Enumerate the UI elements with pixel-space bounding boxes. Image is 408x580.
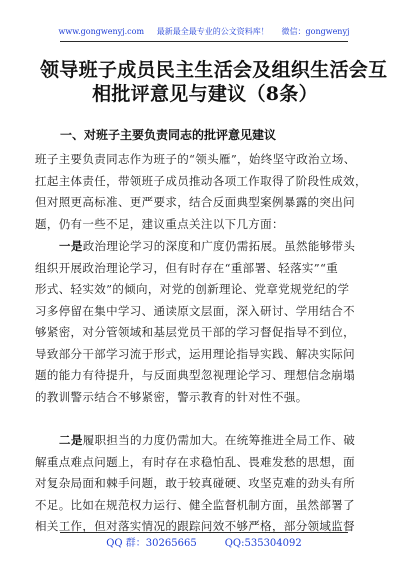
paragraph-line: 对复杂局面和棘手问题，敢于较真碰硬、攻坚克难的劲头有所 bbox=[35, 476, 355, 490]
header-spacer bbox=[147, 27, 155, 36]
paragraph-line bbox=[35, 236, 377, 258]
paragraph-line: 不足。比如在规范权力运行、健全监督机制方面，虽然部署了 bbox=[35, 497, 355, 512]
paragraph-line: 但对照更高标准、更严要求，结合反面典型案例暴露的突出问 bbox=[35, 195, 355, 209]
qq-group-text: QQ 群：30265665 bbox=[106, 538, 197, 549]
paragraph-line: 班子主要负责同志作为班子的“领头雁”，始终坚守政治立场、 bbox=[35, 152, 356, 166]
paragraph-line: 题的能力有待提升，与反面典型忽视理论学习、理想信念崩塌 bbox=[35, 368, 355, 382]
paragraph-point-one bbox=[35, 236, 377, 408]
paragraph-line: 习多停留在集中学习、通读原文层面，深入研讨、学用结合不 bbox=[35, 303, 355, 318]
paragraph-line: 的教训警示结合不够紧密，警示教育的针对性不强。 bbox=[35, 389, 308, 404]
paragraph-line bbox=[35, 430, 377, 452]
wechat-text: 微信：gongwenyj bbox=[281, 27, 350, 36]
paragraph-line: 题，仍有一些不足，建议重点关注以下几方面： bbox=[35, 216, 284, 231]
page-header bbox=[0, 27, 408, 37]
point-line-text: 政治理论学习的深度和广度仍需拓展。虽然能够带头 bbox=[82, 239, 356, 253]
point-lead: 二是 bbox=[59, 433, 83, 447]
paragraph-intro bbox=[35, 149, 377, 235]
paragraph-point-two bbox=[35, 430, 377, 538]
paragraph-line: 扛起主体责任，带领班子成员推动各项工作取得了阶段性成效， bbox=[35, 173, 367, 188]
paragraph-line: 解重点难点问题上，有时存在求稳怕乱、畏难发愁的思想，面 bbox=[35, 454, 355, 469]
header-divider bbox=[60, 41, 348, 42]
paragraph-line: 组织开展政治理论学习，但有时存在“重部署、轻落实”“重 bbox=[35, 260, 339, 275]
section-heading: 一、对班子主要负责同志的批评意见建议 bbox=[60, 128, 277, 142]
header-spacer bbox=[271, 27, 279, 36]
slogan-link[interactable]: 最新最全最专业的公文资料库！ bbox=[156, 27, 269, 36]
paragraph-line: 够紧密，对分管领域和基层党员干部的学习督促指导不到位， bbox=[35, 325, 355, 339]
paragraph-line: 相关工作，但对落实情况的跟踪问效不够严格，部分领域监督 bbox=[35, 519, 355, 533]
page-footer bbox=[0, 538, 408, 550]
paragraph-line: 形式、轻实效”的倾向，对党的创新理论、党章党规党纪的学 bbox=[35, 282, 350, 296]
title-line-1: 领导班子成员民主生活会及组织生活会互 bbox=[40, 59, 388, 81]
site-link[interactable]: www.gongwenyj.com bbox=[58, 27, 145, 36]
point-lead: 一是 bbox=[59, 239, 83, 253]
title-line-2: 相批评意见与建议（8条） bbox=[92, 83, 318, 105]
paragraph-line: 导致部分干部学习流于形式，运用理论指导实践、解决实际问 bbox=[35, 346, 355, 361]
point-line-text: 履职担当的力度仍需加大。在统筹推进全局工作、破 bbox=[82, 433, 356, 447]
qq-contact-text: QQ:535304092 bbox=[224, 538, 302, 549]
footer-divider bbox=[60, 532, 348, 533]
document-title bbox=[40, 58, 388, 106]
